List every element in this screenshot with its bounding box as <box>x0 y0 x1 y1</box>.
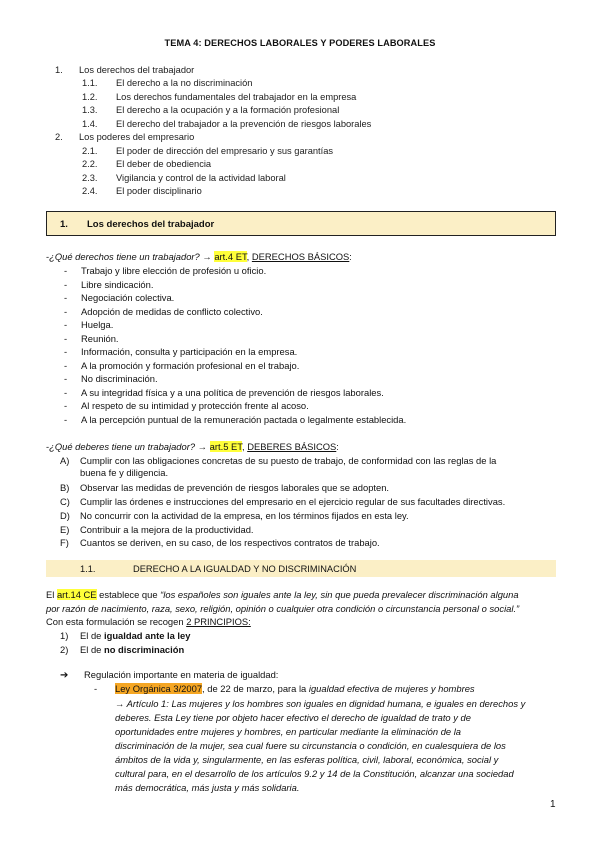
question-text: ¿Qué derechos tiene un trabajador? → <box>49 251 212 262</box>
toc-text: El derecho a la no discriminación <box>116 78 253 88</box>
law-title: igualdad efectiva de mujeres y hombres <box>308 683 475 694</box>
toc-text: Vigilancia y control de la actividad laboral <box>116 173 286 183</box>
article-reference: art.5 ET <box>209 441 242 452</box>
list-item-text: Información, consulta y participación en la empresa. <box>81 346 298 357</box>
bold-text: no discriminación <box>103 643 185 655</box>
bullet: - <box>64 332 68 344</box>
text: , de 22 de marzo, para la <box>202 683 307 694</box>
colon: : <box>336 441 339 452</box>
toc-number: 2.3. <box>82 173 98 183</box>
text: El de <box>80 643 102 655</box>
duties-label: DEBERES BÁSICOS <box>247 441 337 452</box>
subsection-heading <box>46 560 556 577</box>
section-number: 1. <box>60 219 68 230</box>
article-text-line: deberes. Esta Ley tiene por objeto hacer efectivo el derecho de igualdad de trato y de <box>115 712 471 723</box>
list-marker: B) <box>60 482 70 493</box>
document-title: TEMA 4: DERECHOS LABORALES Y PODERES LABORALES <box>164 38 436 48</box>
rights-label: DERECHOS BÁSICOS <box>251 251 350 262</box>
bullet: - <box>64 278 68 290</box>
text-line: buena fe y diligencia. <box>80 467 169 479</box>
list-item-text: Contribuir a la mejora de la productividad. <box>80 524 254 535</box>
bullet: - <box>64 265 68 276</box>
text: Con esta formulación se recogen <box>46 616 184 627</box>
list-item-text: Cumplir las órdenes e instrucciones del empresario en el ejercicio regular de sus facultades directivas. <box>80 496 506 507</box>
list-item-text: A la promoción y formación profesional en el trabajo. <box>81 359 300 371</box>
bullet: - <box>94 683 98 694</box>
text: El <box>46 589 55 600</box>
subsection-number: 1.1. <box>80 564 96 574</box>
list-item-text <box>80 644 184 656</box>
article-reference: art.14 CE <box>56 589 97 600</box>
list-marker: 1) <box>60 630 69 641</box>
list-item-text: No discriminación. <box>81 373 158 384</box>
toc-number: 1.1. <box>82 78 98 88</box>
toc-text: El deber de obediencia <box>116 159 212 169</box>
regulation-text: Regulación importante en materia de igualdad: <box>84 669 279 680</box>
article-reference: art.4 ET <box>214 251 247 262</box>
toc-number: 1.3. <box>82 105 98 115</box>
toc-number: 2.2. <box>82 159 98 169</box>
section-heading <box>46 211 556 236</box>
list-item-text: Huelga. <box>81 319 114 330</box>
text-line <box>46 603 519 615</box>
arrow-icon: ➔ <box>60 670 69 681</box>
toc-text: El derecho del trabajador a la prevención de riesgos laborales <box>116 119 372 129</box>
subsection-title: DERECHO A LA IGUALDAD Y NO DISCRIMINACIÓN <box>133 564 357 574</box>
list-item-text <box>80 455 556 479</box>
list-item-text: A su integridad física y a una política de prevención de riesgos laborales. <box>81 386 384 398</box>
bullet: - <box>64 346 68 357</box>
list-item-text: Adopción de medidas de conflicto colectivo. <box>81 305 263 317</box>
list-item-text: Libre sindicación. <box>81 278 154 290</box>
duties-question <box>46 441 339 453</box>
list-item-text: Al respeto de su intimidad y protección frente al acoso. <box>81 400 309 411</box>
rights-question <box>46 251 352 263</box>
list-marker: E) <box>60 524 70 535</box>
bullet: - <box>64 359 68 371</box>
bullet: - <box>64 400 68 411</box>
separator: , <box>246 251 250 262</box>
toc-number: 1.2. <box>82 92 98 102</box>
question-prefix: - <box>46 251 50 262</box>
law-reference: Ley Orgánica 3/2007 <box>115 683 203 694</box>
toc-text: Los derechos del trabajador <box>79 65 195 75</box>
text-line <box>46 616 251 628</box>
question-text: ¿Qué deberes tiene un trabajador? → <box>49 441 208 452</box>
text-line: Cumplir con las obligaciones concretas de su puesto de trabajo, de conformidad con las reglas de la <box>80 455 497 466</box>
article-text-line: → Artículo 1: Las mujeres y los hombres son iguales en dignidad humana, e iguales en derechos y <box>115 698 526 709</box>
text-line <box>46 589 519 601</box>
toc-number: 1. <box>55 65 63 75</box>
list-item-text: Negociación colectiva. <box>81 292 175 303</box>
section-title: Los derechos del trabajador <box>87 219 215 230</box>
quote-text: “los españoles son iguales ante la ley, sin que pueda prevalecer discriminación alguna <box>160 589 519 600</box>
bold-text: igualdad ante la ley <box>103 630 191 641</box>
list-item-text: A la percepción puntual de la remuneración pactada o legalmente establecida. <box>81 413 407 425</box>
article-text-line: cultural para, en el desarrollo de los artículos 9.2 y 14 de la Constitución, alcanzar una sociedad <box>115 768 514 779</box>
list-marker: F) <box>60 537 69 548</box>
toc-number: 2.4. <box>82 186 98 196</box>
list-item-text: Cuantos se deriven, en su caso, de los respectivos contratos de trabajo. <box>80 537 380 548</box>
colon: : <box>349 251 352 262</box>
list-item-text: Reunión. <box>81 332 119 344</box>
toc-text: El derecho a la ocupación y a la formación profesional <box>116 105 340 115</box>
separator: , <box>241 441 245 452</box>
text: establece que <box>99 589 158 600</box>
list-marker: C) <box>60 496 70 507</box>
list-item-text: No concurrir con la actividad de la empresa, en los términos fijados en esta ley. <box>80 510 409 521</box>
article-text-line: ámbitos de la vida y, singularmente, en las esferas política, civil, laboral, económica, social y <box>115 754 499 765</box>
bullet: - <box>64 413 68 425</box>
article-text-line: más democrática, más justa y más solidaria. <box>115 782 300 793</box>
toc-text: El poder de dirección del empresario y sus garantías <box>116 146 334 156</box>
toc-text: Los derechos fundamentales del trabajador en la empresa <box>116 92 357 102</box>
article-text-line: oportunidades entre mujeres y hombres, en particular mediante la eliminación de la <box>115 726 462 737</box>
principles-label: 2 PRINCIPIOS: <box>186 616 251 627</box>
text-line <box>115 683 475 695</box>
list-marker: 2) <box>60 643 69 655</box>
question-prefix: - <box>46 441 50 452</box>
bullet: - <box>64 292 68 303</box>
list-item-text: Trabajo y libre elección de profesión u oficio. <box>81 265 267 276</box>
toc-text: El poder disciplinario <box>116 186 202 196</box>
quote-text: por razón de nacimiento, raza, sexo, religión, opinión o cualquier otra condición o circunstancia personal o social.” <box>46 602 520 614</box>
text: El de <box>80 630 102 641</box>
article-text-line: discriminación de la mujer, sea cual fuere su circunstancia o condición, en cualesquiera de los <box>115 740 506 751</box>
bullet: - <box>64 305 68 317</box>
toc-number: 1.4. <box>82 119 98 129</box>
toc-text: Los poderes del empresario <box>79 132 195 142</box>
list-marker: D) <box>60 510 70 521</box>
toc-number: 2.1. <box>82 146 98 156</box>
bullet: - <box>64 373 68 384</box>
bullet: - <box>64 319 68 330</box>
list-item-text: Observar las medidas de prevención de riesgos laborales que se adopten. <box>80 482 390 493</box>
toc-number: 2. <box>55 132 63 142</box>
bullet: - <box>64 386 68 398</box>
list-marker: A) <box>60 455 70 466</box>
list-item-text <box>80 630 190 642</box>
page-number: 1 <box>550 799 556 810</box>
